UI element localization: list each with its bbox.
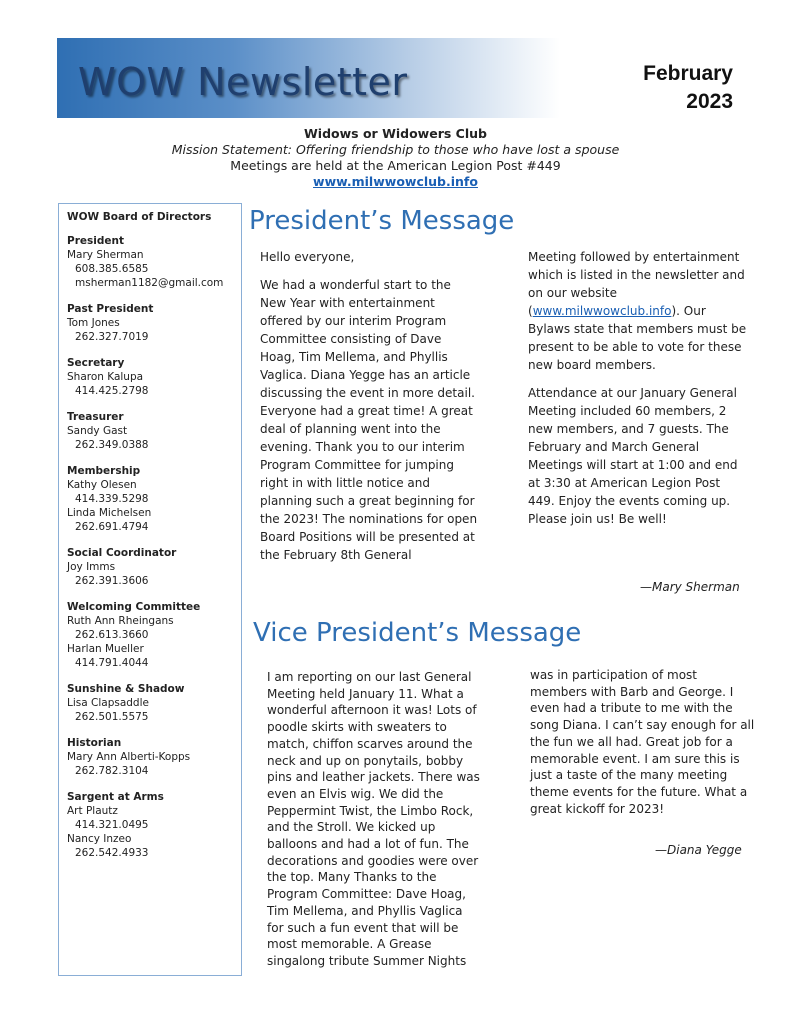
president-greeting: Hello everyone, xyxy=(260,250,355,264)
officer-block xyxy=(67,546,233,588)
officer-contact: 414.425.2798 xyxy=(75,385,149,397)
officer-role: Treasurer xyxy=(67,411,124,423)
officer-contact: 262.542.4933 xyxy=(75,847,149,859)
president-website-link[interactable]: www.milwwowclub.info xyxy=(532,304,672,318)
vice-president-message-heading: Vice President’s Message xyxy=(253,618,582,648)
president-paragraph-1: We had a wonderful start to the New Year with entertainment offered by our interim Program Committee consisting of Dave Hoag, Tim Mellema, and Phyllis Vaglica. Diana Yegge has an article discussing the event in more detail. Everyone had a great time! A great deal of planning went into the evening. Thank you to our interim Program Committee for jumping right in with little notice and planning such a great beginning for the 2023! The nominations for open Board Positions will be presented at the February 8th General xyxy=(260,278,478,562)
board-of-directors-sidebar xyxy=(58,203,242,976)
officer-name: Art Plautz xyxy=(67,805,118,817)
officer-contact: 262.782.3104 xyxy=(75,765,149,777)
officer-name: Harlan Mueller xyxy=(67,643,144,655)
website-link[interactable]: www.milwwowclub.info xyxy=(313,174,478,189)
issue-date xyxy=(643,60,733,116)
officer-contact: 414.339.5298 xyxy=(75,493,149,505)
officer-contact: 608.385.6585 xyxy=(75,263,149,275)
board-list xyxy=(67,234,233,860)
officer-role: Sargent at Arms xyxy=(67,791,164,803)
officer-name: Mary Ann Alberti-Kopps xyxy=(67,751,191,763)
officer-block xyxy=(67,234,233,290)
officer-name: Linda Michelsen xyxy=(67,507,152,519)
officer-role: Welcoming Committee xyxy=(67,601,201,613)
club-info xyxy=(0,126,791,190)
officer-role: President xyxy=(67,235,124,247)
officer-block xyxy=(67,356,233,398)
officer-block xyxy=(67,464,233,534)
president-paragraph-3: Attendance at our January General Meeting included 60 members, 2 new members, and 7 guests. The February and March General Meetings will start at 1:00 and end at 3:30 at American Legion Post 449. Enjoy the events coming up. Please join us! Be well! xyxy=(528,386,738,526)
officer-role: Social Coordinator xyxy=(67,547,177,559)
issue-month: February xyxy=(643,62,733,85)
mission-statement: Mission Statement: Offering friendship to those who have lost a spouse xyxy=(171,142,620,157)
president-message-column-2 xyxy=(528,248,750,538)
officer-contact: 414.321.0495 xyxy=(75,819,149,831)
officer-block xyxy=(67,302,233,344)
meeting-location: Meetings are held at the American Legion Post #449 xyxy=(230,158,561,173)
officer-contact: 262.501.5575 xyxy=(75,711,149,723)
officer-block xyxy=(67,600,233,670)
president-message-column-1 xyxy=(260,248,478,574)
issue-year: 2023 xyxy=(686,90,733,113)
officer-contact: 262.691.4794 xyxy=(75,521,149,533)
vp-message-column-2 xyxy=(530,667,755,827)
officer-role: Secretary xyxy=(67,357,125,369)
officer-contact: 414.791.4044 xyxy=(75,657,149,669)
vp-paragraph-2: was in participation of most members with Barb and George. I even had a tribute to me with the song Diana. I can’t say enough for all the fun we all had. Great job for a memorable event. I am sure this is just a taste of the many meeting theme events for the future. What a great kickoff for 2023! xyxy=(530,668,755,816)
officer-contact: 262.391.3606 xyxy=(75,575,149,587)
officer-role: Membership xyxy=(67,465,141,477)
sidebar-title: WOW Board of Directors xyxy=(67,211,212,223)
officer-name: Kathy Olesen xyxy=(67,479,137,491)
officer-name: Joy Imms xyxy=(67,561,116,573)
newsletter-title: WOW Newsletter xyxy=(78,60,408,104)
officer-block xyxy=(67,682,233,724)
president-paragraph-2: Meeting followed by entertainment which is listed in the newsletter and on our website (www.milwwowclub.info). Our Bylaws state that members must be present to be able to vote for these new board members. xyxy=(528,250,747,372)
officer-contact: 262.327.7019 xyxy=(75,331,149,343)
president-signature: —Mary Sherman xyxy=(640,580,740,594)
officer-block xyxy=(67,736,233,778)
officer-name: Tom Jones xyxy=(67,317,120,329)
president-message-heading: President’s Message xyxy=(249,206,515,236)
club-name: Widows or Widowers Club xyxy=(304,126,487,141)
officer-block xyxy=(67,410,233,452)
officer-role: Past President xyxy=(67,303,154,315)
officer-contact: 262.349.0388 xyxy=(75,439,149,451)
officer-block xyxy=(67,790,233,860)
officer-name: Sandy Gast xyxy=(67,425,128,437)
officer-role: Historian xyxy=(67,737,122,749)
vp-paragraph-1: I am reporting on our last General Meeting held January 11. What a wonderful afternoon it was! Lots of poodle skirts with sweaters to match, chiffon scarves around the neck and up on ponytails, bobby pins and leather jackets. There was even an Elvis wig. We did the Peppermint Twist, the Limbo Rock, and the Stroll. We kicked up balloons and had a lot of fun. The decorations and goodies were over the top. Many Thanks to the Program Committee: Dave Hoag, Tim Mellema, and Phyllis Vaglica for such a fun event that will be most memorable. A Grease singalong tribute Summer Nights xyxy=(267,670,480,968)
vp-message-column-1 xyxy=(267,669,482,980)
officer-contact: msherman1182@gmail.com xyxy=(75,277,224,289)
officer-name: Mary Sherman xyxy=(67,249,144,261)
officer-name: Lisa Clapsaddle xyxy=(67,697,149,709)
officer-name: Nancy Inzeo xyxy=(67,833,132,845)
vp-signature: —Diana Yegge xyxy=(655,843,742,857)
officer-role: Sunshine & Shadow xyxy=(67,683,185,695)
officer-contact: 262.613.3660 xyxy=(75,629,149,641)
officer-name: Ruth Ann Rheingans xyxy=(67,615,174,627)
officer-name: Sharon Kalupa xyxy=(67,371,144,383)
